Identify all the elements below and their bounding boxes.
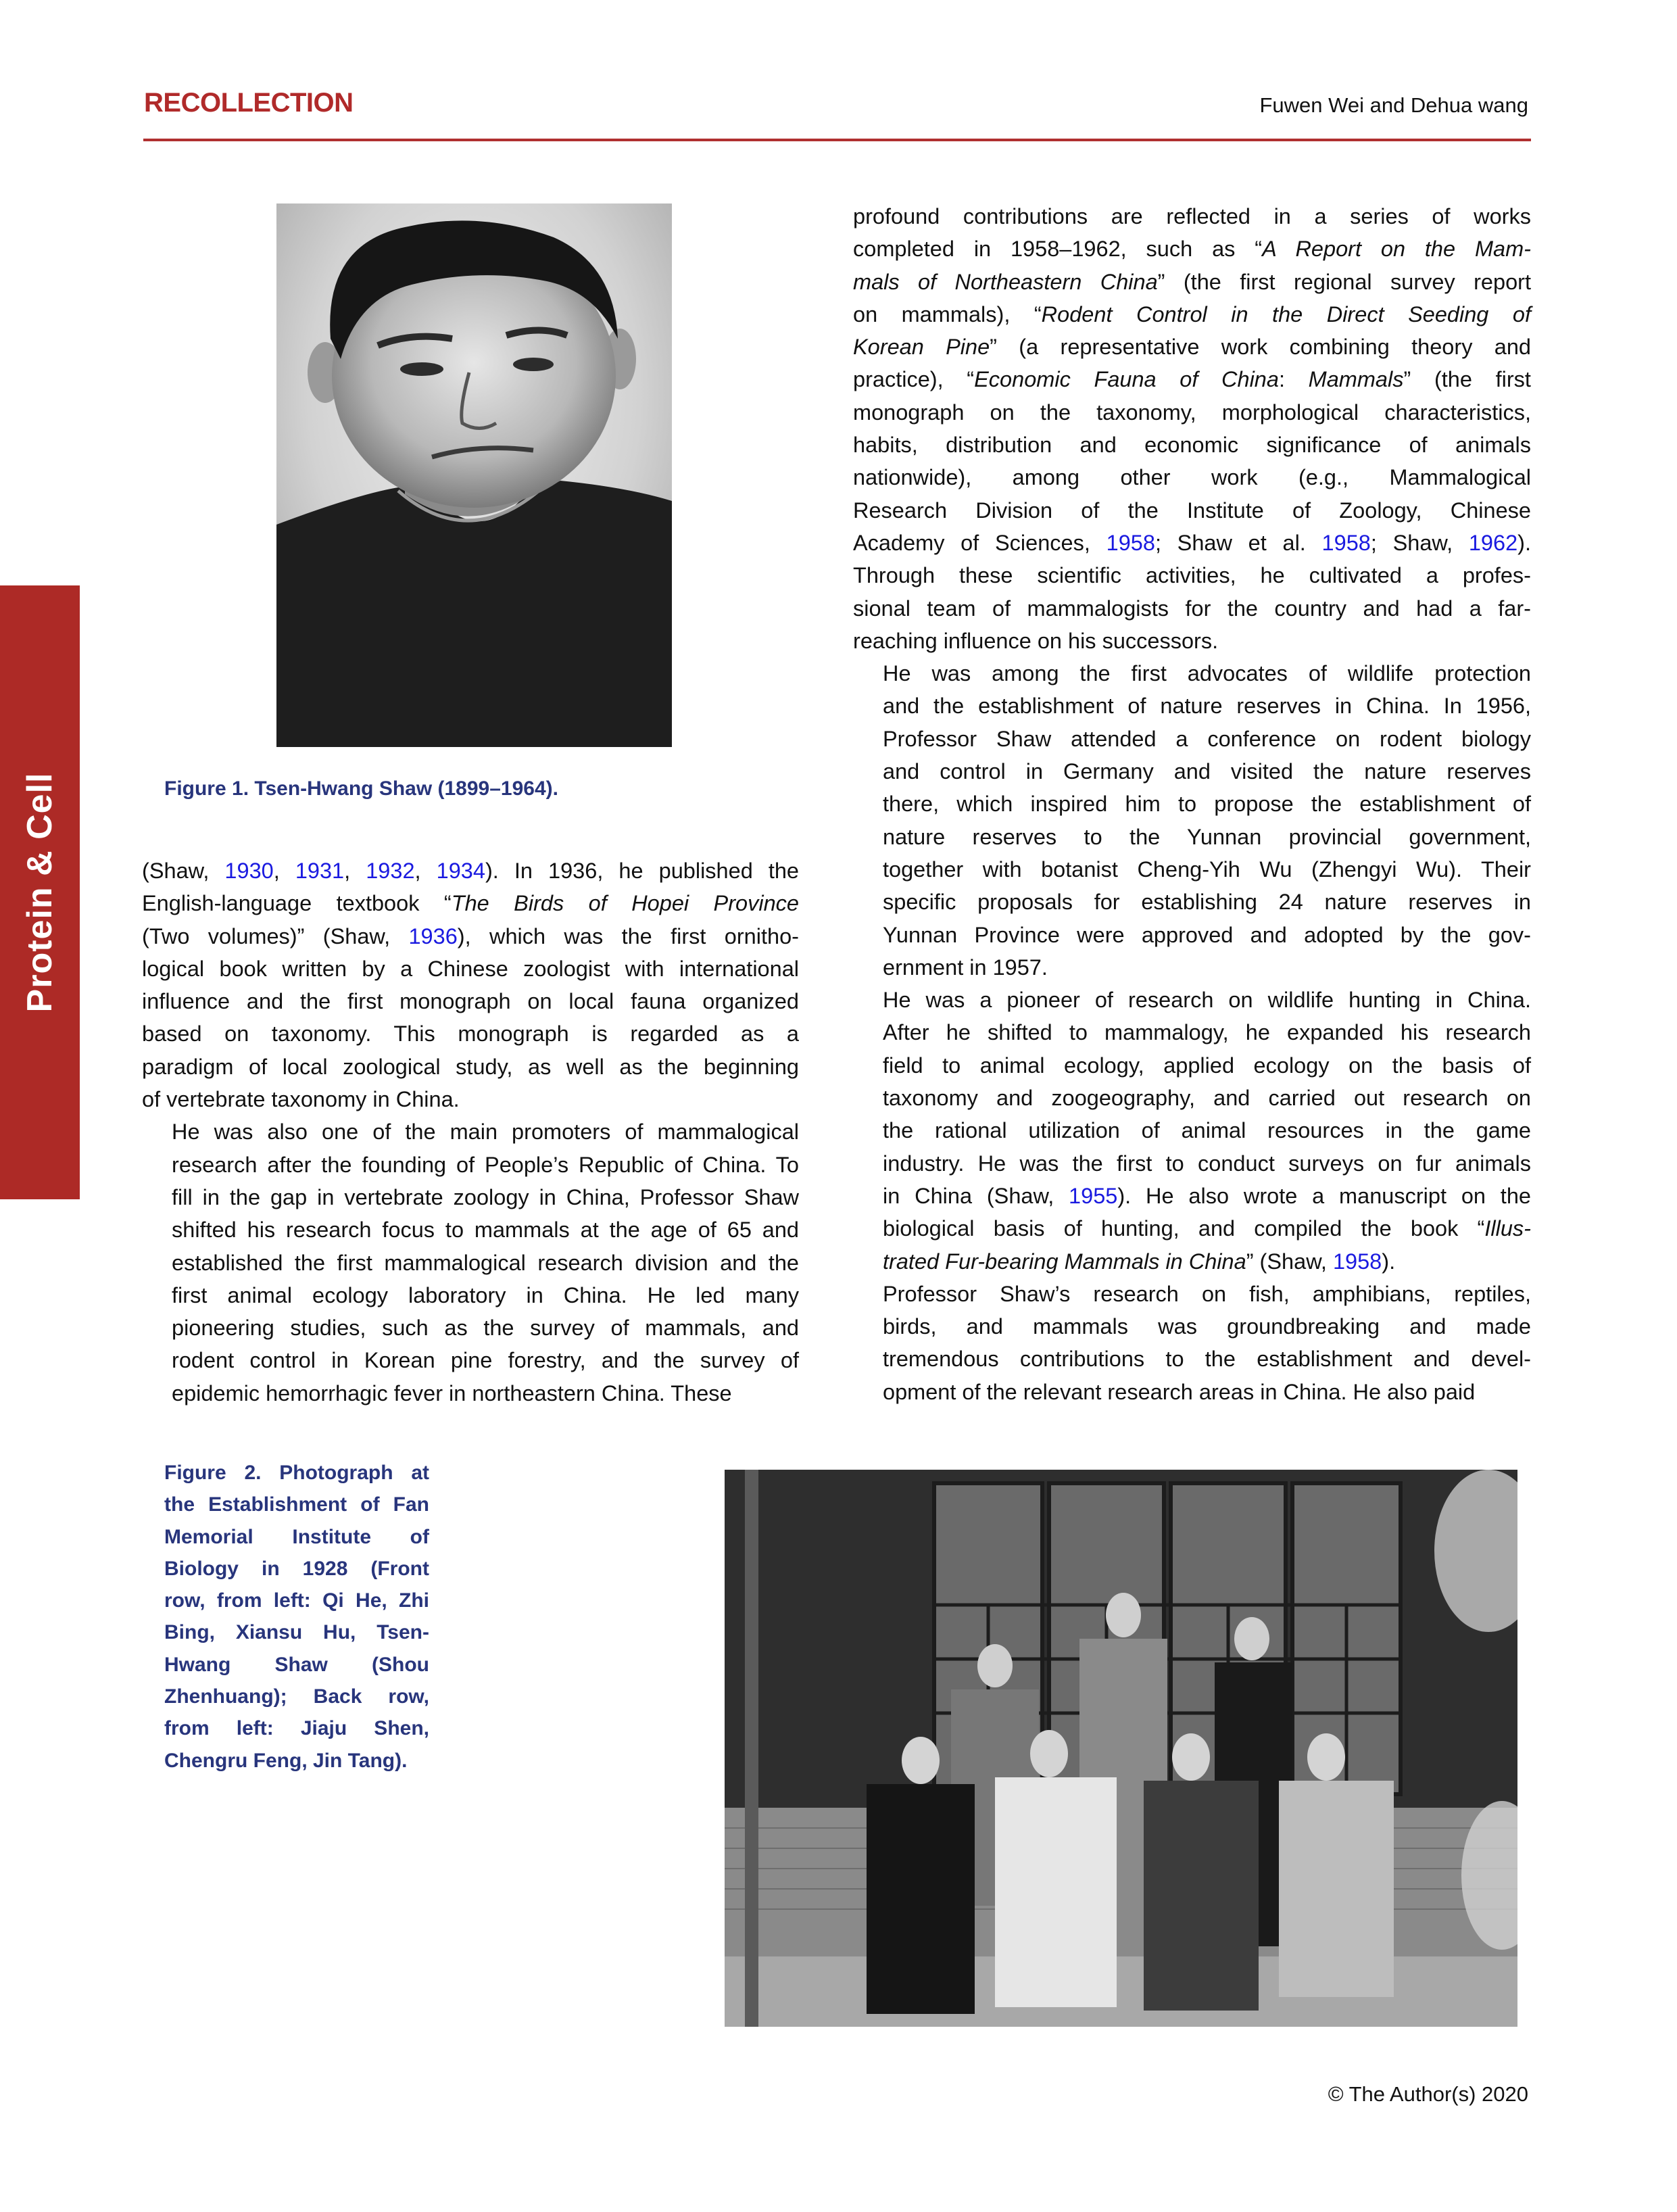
text-run: reaching influence on his successors. — [853, 628, 1219, 653]
text-run: Research Division of the Institute of Zoology, Chinese — [853, 498, 1531, 523]
text-run: Academy of Sciences, — [853, 530, 1107, 555]
text-run: ; Shaw, — [1370, 530, 1469, 555]
text-run: ” (Shaw, — [1246, 1249, 1333, 1274]
paragraph — [142, 855, 799, 1115]
text-run: He was a pioneer of research on wildlife hunting in China. — [883, 988, 1531, 1013]
text-run: epidemic hemorrhagic fever in northeastern China. These — [172, 1380, 732, 1405]
text-line — [142, 1051, 799, 1083]
text-run: and control in Germany and visited the nature reserves — [883, 759, 1531, 784]
citation-link[interactable]: 1932 — [366, 859, 415, 883]
text-run: paradigm of local zoological study, as well as the beginning — [142, 1054, 799, 1079]
text-run: completed in 1958–1962, such as “ — [853, 237, 1263, 262]
text-run: ), which was the first ornitho- — [457, 923, 799, 948]
text-run: Professor Shaw attended a conference on rodent biology — [883, 726, 1531, 751]
text-line — [853, 1016, 1531, 1049]
text-line — [853, 298, 1531, 331]
caption-line: Hwang Shaw (Shou — [164, 1653, 429, 1676]
text-run: established the first mammalogical research division and the — [172, 1250, 799, 1275]
text-line — [853, 266, 1531, 298]
body-text-right-column — [853, 200, 1531, 1408]
text-run: birds, and mammals was groundbreaking and made — [883, 1314, 1531, 1339]
text-run: the rational utilization of animal resources in the game — [883, 1118, 1531, 1143]
text-run: (Shaw, — [142, 859, 225, 883]
text-line — [853, 461, 1531, 494]
text-run: of vertebrate taxonomy in China. — [142, 1087, 460, 1112]
text-run: first animal ecology laboratory in China. He led many — [172, 1282, 799, 1307]
text-line — [853, 1343, 1531, 1375]
caption-line: Figure 2. Photograph at — [164, 1462, 429, 1484]
text-line — [142, 1377, 799, 1410]
text-line — [853, 625, 1531, 657]
text-run: opment of the relevant research areas in China. He also paid — [883, 1379, 1476, 1404]
text-line — [853, 396, 1531, 429]
text-run: (Two volumes)” (Shaw, — [142, 923, 409, 948]
text-run: fill in the gap in vertebrate zoology in China, Professor Shaw — [172, 1184, 799, 1209]
text-run: in China (Shaw, — [883, 1183, 1069, 1208]
text-line — [853, 233, 1531, 265]
text-run: , — [344, 859, 366, 883]
paragraph — [853, 657, 1531, 984]
text-run: field to animal ecology, applied ecology on the basis of — [883, 1053, 1531, 1078]
paragraph — [853, 1278, 1531, 1408]
text-run: there, which inspired him to propose the establishment of — [883, 792, 1531, 817]
running-head-authors: Fuwen Wei and Dehua wang — [1259, 93, 1528, 117]
text-line — [142, 985, 799, 1017]
italic-title: Rodent Control in the Direct Seeding of — [1041, 302, 1531, 327]
text-run: , — [414, 859, 437, 883]
text-run: sional team of mammalogists for the country and had a far- — [853, 596, 1531, 621]
text-line — [853, 429, 1531, 461]
journal-name: Protein & Cell — [20, 772, 59, 1013]
citation-link[interactable]: 1958 — [1321, 530, 1371, 555]
citation-link[interactable]: 1958 — [1332, 1249, 1382, 1274]
text-run: together with botanist Cheng-Yih Wu (Zhengyi Wu). Their — [883, 857, 1531, 882]
header-divider — [143, 139, 1531, 141]
text-run: ” (the first regional survey report — [1157, 269, 1531, 294]
text-run: rodent control in Korean pine forestry, and the survey of — [172, 1348, 799, 1373]
portrait-illustration — [276, 203, 672, 747]
text-line — [853, 1082, 1531, 1114]
italic-title: Mammals — [1308, 367, 1404, 392]
body-text-left-column — [142, 855, 799, 1410]
text-line — [142, 953, 799, 985]
citation-link[interactable]: 1934 — [436, 859, 485, 883]
text-run: taxonomy and zoogeography, and carried out research on — [883, 1086, 1531, 1111]
copyright-notice: © The Author(s) 2020 — [1328, 2082, 1528, 2106]
text-line — [142, 1149, 799, 1181]
text-run: ). He also wrote a manuscript on the — [1117, 1183, 1531, 1208]
paragraph — [853, 200, 1531, 657]
text-run: : — [1278, 367, 1309, 392]
figure-2-caption — [164, 1457, 429, 1777]
text-run: ernment in 1957. — [883, 955, 1048, 980]
figure-1-portrait-photo — [276, 203, 672, 747]
text-line — [853, 951, 1531, 984]
text-line — [142, 1083, 799, 1115]
italic-title: trated Fur-bearing Mammals in China — [883, 1249, 1246, 1274]
italic-title: A Report on the Mam- — [1262, 237, 1531, 262]
text-line — [853, 592, 1531, 625]
caption-line: Memorial Institute of — [164, 1525, 429, 1548]
text-line — [142, 1247, 799, 1279]
paragraph — [853, 984, 1531, 1278]
text-line — [853, 200, 1531, 233]
text-line — [853, 363, 1531, 395]
text-run: logical book written by a Chinese zoologist with international — [142, 956, 799, 981]
text-run: English-language textbook “ — [142, 891, 452, 916]
text-run: He was also one of the main promoters of mammalogical — [172, 1120, 799, 1145]
text-line — [853, 821, 1531, 853]
text-line — [142, 1181, 799, 1213]
text-run: ” (the first — [1403, 367, 1531, 392]
text-line — [142, 855, 799, 887]
text-run: industry. He was the first to conduct surveys on fur animals — [883, 1151, 1531, 1176]
text-run: ” (a representative work combining theory and — [990, 335, 1531, 360]
text-run: Yunnan Province were approved and adopted by the gov- — [883, 922, 1531, 947]
text-run: ). In 1936, he published the — [485, 859, 800, 883]
text-line — [853, 1212, 1531, 1245]
text-run: , — [273, 859, 295, 883]
text-line — [142, 1115, 799, 1148]
text-line — [853, 331, 1531, 363]
citation-link[interactable]: 1955 — [1069, 1183, 1118, 1208]
text-line — [853, 1245, 1531, 1278]
text-line — [853, 527, 1531, 559]
figure-2-group-photo — [725, 1470, 1517, 2027]
text-run: Through these scientific activities, he cultivated a profes- — [853, 563, 1531, 588]
text-line — [142, 887, 799, 919]
text-line — [853, 788, 1531, 820]
text-run: After he shifted to mammalogy, he expanded his research — [883, 1020, 1531, 1045]
text-run: on mammals), “ — [853, 302, 1042, 327]
caption-line: Biology in 1928 (Front — [164, 1557, 429, 1580]
citation-link[interactable]: 1930 — [224, 859, 274, 883]
text-run: monograph on the taxonomy, morphological characteristics, — [853, 400, 1531, 425]
italic-title: The Birds of Hopei Province — [451, 891, 800, 916]
text-run: nationwide), among other work (e.g., Mammalogical — [853, 465, 1531, 490]
figure-1-caption: Figure 1. Tsen-Hwang Shaw (1899–1964). — [164, 777, 558, 800]
citation-link[interactable]: 1962 — [1468, 530, 1518, 555]
text-line — [853, 984, 1531, 1016]
text-run: practice), “ — [853, 367, 975, 392]
text-line — [853, 853, 1531, 886]
journal-side-tab — [0, 585, 80, 1199]
text-run: ; Shaw et al. — [1155, 530, 1322, 555]
text-line — [853, 1049, 1531, 1082]
text-run: Professor Shaw’s research on fish, amphibians, reptiles, — [883, 1281, 1531, 1306]
caption-line: row, from left: Qi He, Zhi — [164, 1589, 429, 1612]
text-run: nature reserves to the Yunnan provincial government, — [883, 824, 1531, 849]
text-line — [853, 657, 1531, 690]
text-line — [142, 1017, 799, 1050]
text-run: pioneering studies, such as the survey of mammals, and — [172, 1316, 799, 1341]
text-line — [142, 1213, 799, 1246]
citation-link[interactable]: 1958 — [1106, 530, 1155, 555]
citation-link[interactable]: 1936 — [408, 923, 458, 948]
text-run: ). — [1517, 530, 1532, 555]
italic-title: Economic Fauna of China — [974, 367, 1279, 392]
text-line — [853, 494, 1531, 527]
caption-line: Bing, Xiansu Hu, Tsen- — [164, 1621, 429, 1644]
text-line — [853, 755, 1531, 788]
text-line — [853, 1147, 1531, 1180]
text-run: research after the founding of People’s Republic of China. To — [172, 1152, 799, 1177]
caption-line: from left: Jiaju Shen, — [164, 1717, 429, 1740]
text-line — [853, 1114, 1531, 1147]
italic-title: Illus- — [1484, 1216, 1531, 1241]
text-line — [853, 886, 1531, 918]
text-line — [853, 559, 1531, 592]
text-run: tremendous contributions to the establishment and devel- — [883, 1347, 1531, 1372]
text-line — [853, 1310, 1531, 1343]
caption-line: Zhenhuang); Back row, — [164, 1685, 429, 1708]
italic-title: mals of Northeastern China — [853, 269, 1158, 294]
text-run: He was among the first advocates of wildlife protection — [883, 661, 1531, 686]
text-line — [142, 1312, 799, 1344]
text-run: biological basis of hunting, and compiled the book “ — [883, 1216, 1485, 1241]
text-run: shifted his research focus to mammals at the age of 65 and — [172, 1218, 799, 1243]
text-line — [142, 920, 799, 953]
text-run: ). — [1382, 1249, 1396, 1274]
text-run: influence and the first monograph on local fauna organized — [142, 989, 799, 1014]
caption-line: the Establishment of Fan — [164, 1493, 429, 1516]
caption-line: Chengru Feng, Jin Tang). — [164, 1749, 408, 1772]
running-head-section-label: RECOLLECTION — [144, 88, 354, 118]
text-line — [853, 1376, 1531, 1408]
text-run: habits, distribution and economic significance of animals — [853, 433, 1531, 458]
text-line — [853, 690, 1531, 722]
text-run: and the establishment of nature reserves in China. In 1956, — [883, 694, 1531, 719]
paragraph — [142, 1115, 799, 1410]
group-photo-illustration — [725, 1470, 1517, 2027]
citation-link[interactable]: 1931 — [295, 859, 345, 883]
italic-title: Korean Pine — [853, 335, 990, 360]
text-run: based on taxonomy. This monograph is regarded as a — [142, 1021, 799, 1047]
text-run: profound contributions are reflected in a series of works — [853, 204, 1531, 229]
text-line — [853, 1180, 1531, 1212]
text-run: specific proposals for establishing 24 nature reserves in — [883, 890, 1531, 915]
text-line — [853, 1278, 1531, 1310]
text-line — [853, 919, 1531, 951]
text-line — [142, 1344, 799, 1376]
text-line — [142, 1279, 799, 1312]
text-line — [853, 723, 1531, 755]
